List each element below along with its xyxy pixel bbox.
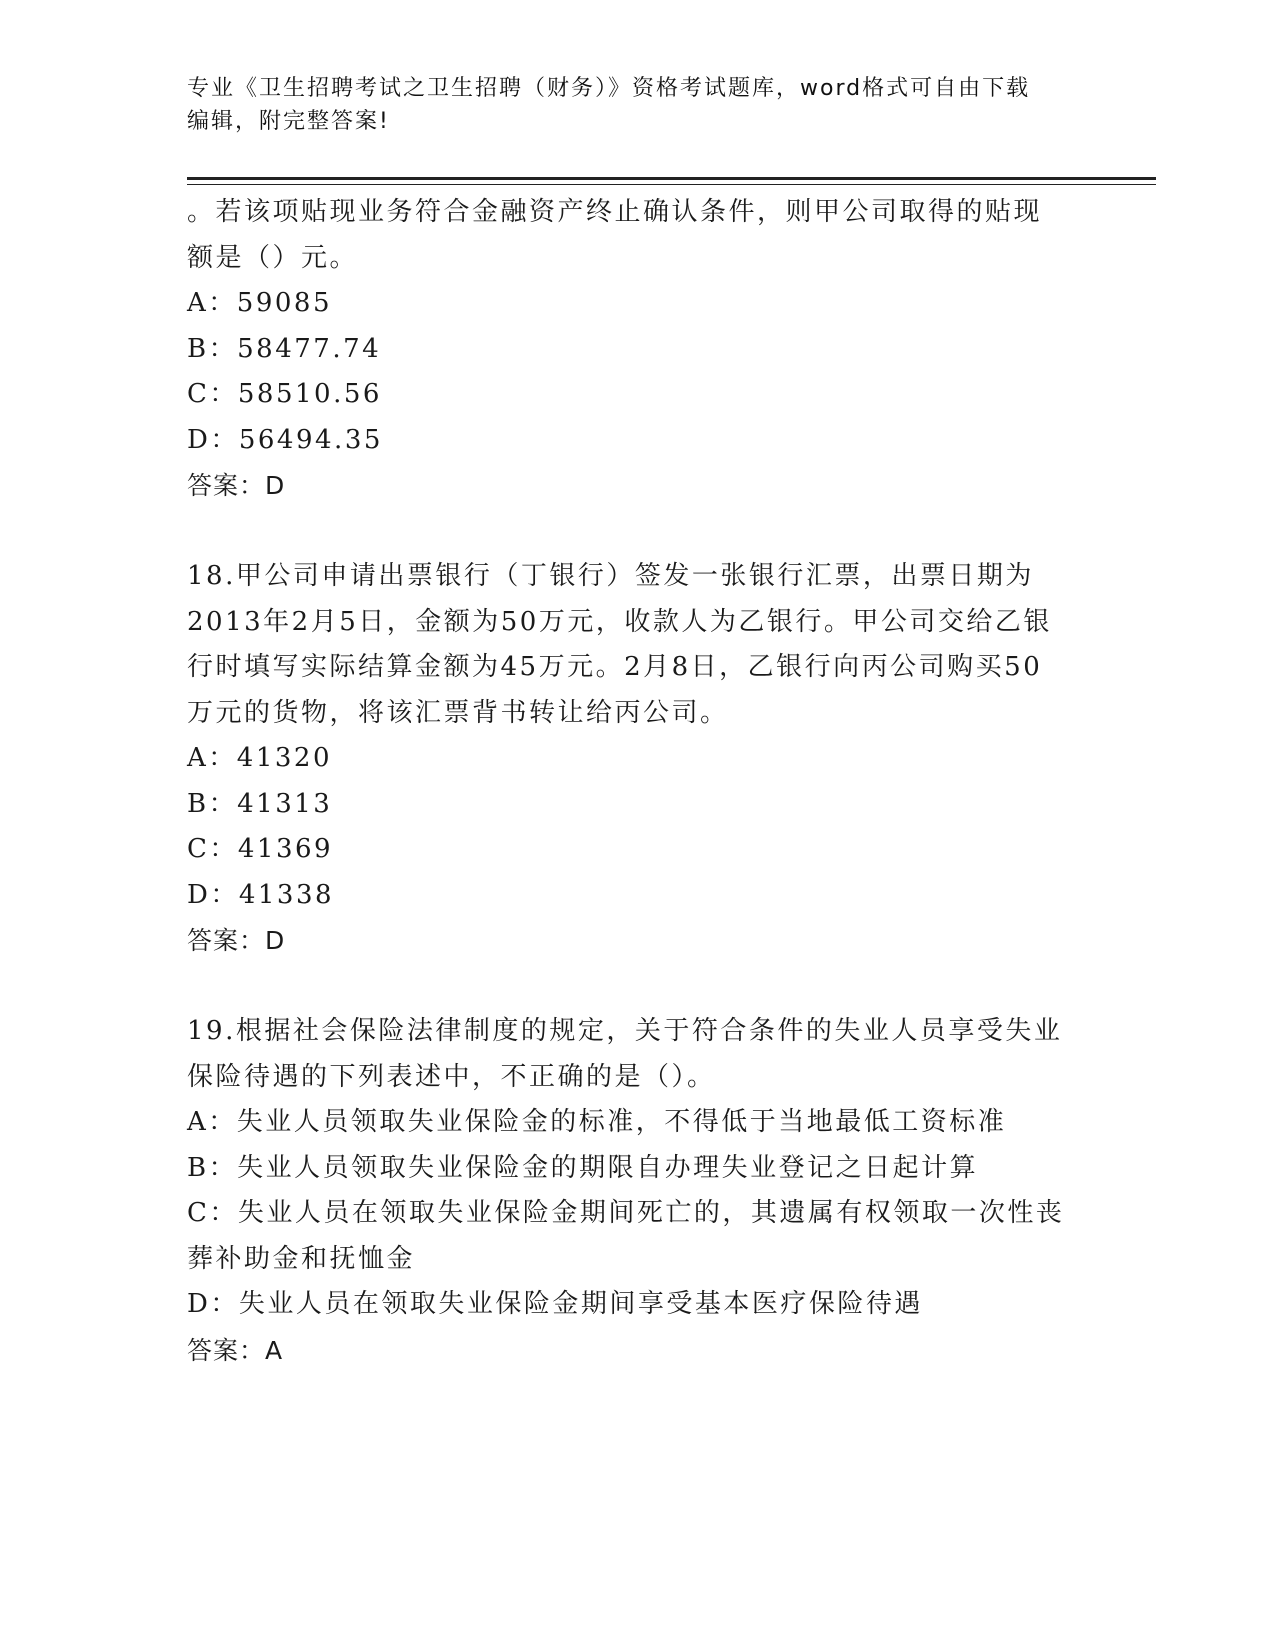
option-d: D：41338 <box>187 879 335 910</box>
question-spacer <box>187 964 1087 1010</box>
option-d: D：56494.35 <box>187 424 383 455</box>
header-line-2: 编辑，附完整答案! <box>187 109 390 134</box>
question-stem: 行时填写实际结算金额为45万元。2月8日，乙银行向丙公司购买50 <box>187 652 1043 682</box>
option-d: D：失业人员在领取失业保险金期间享受基本医疗保险待遇 <box>187 1289 923 1319</box>
option-a: A：失业人员领取失业保险金的标准，不得低于当地最低工资标准 <box>187 1107 1007 1137</box>
option-a: A：41320 <box>187 743 332 773</box>
answer: 答案：D <box>187 926 286 955</box>
answer: 答案：A <box>187 1335 284 1365</box>
header-divider-thin <box>187 184 1156 185</box>
question-stem: 万元的货物，将该汇票背书转让给丙公司。 <box>187 697 729 728</box>
question-stem: 保险待遇的下列表述中，不正确的是（）。 <box>187 1061 716 1092</box>
option-c: C：58510.56 <box>187 379 382 409</box>
option-b: B：41313 <box>187 788 333 819</box>
option-b: B：58477.74 <box>187 333 382 364</box>
header-line-1: 专业《卫生招聘考试之卫生招聘（财务）》资格考试题库，word格式可自由下载 <box>187 76 1031 101</box>
question-18 <box>187 554 1087 964</box>
option-b: B：失业人员领取失业保险金的期限自办理失业登记之日起计算 <box>187 1152 979 1183</box>
question-list <box>187 190 1087 1373</box>
answer: 答案：D <box>187 471 286 500</box>
option-c: C：41369 <box>187 834 334 864</box>
option-c: C：失业人员在领取失业保险金期间死亡的，其遗属有权领取一次性丧 <box>187 1198 1065 1228</box>
document-header <box>187 72 1087 138</box>
question-17 <box>187 190 1087 509</box>
option-c-continued: 葬补助金和抚恤金 <box>187 1243 416 1274</box>
header-divider-thick <box>187 177 1156 180</box>
option-a: A：59085 <box>187 288 332 318</box>
question-stem: 额是（）元。 <box>187 242 359 273</box>
question-stem: 。若该项贴现业务符合金融资产终止确认条件，则甲公司取得的贴现 <box>187 197 1043 227</box>
question-stem: 19.根据社会保险法律制度的规定，关于符合条件的失业人员享受失业 <box>187 1016 1063 1046</box>
question-19 <box>187 1009 1087 1373</box>
question-stem: 2013年2月5日，金额为50万元，收款人为乙银行。甲公司交给乙银 <box>187 606 1052 637</box>
question-spacer <box>187 509 1087 555</box>
question-stem: 18.甲公司申请出票银行（丁银行）签发一张银行汇票，出票日期为 <box>187 561 1034 591</box>
